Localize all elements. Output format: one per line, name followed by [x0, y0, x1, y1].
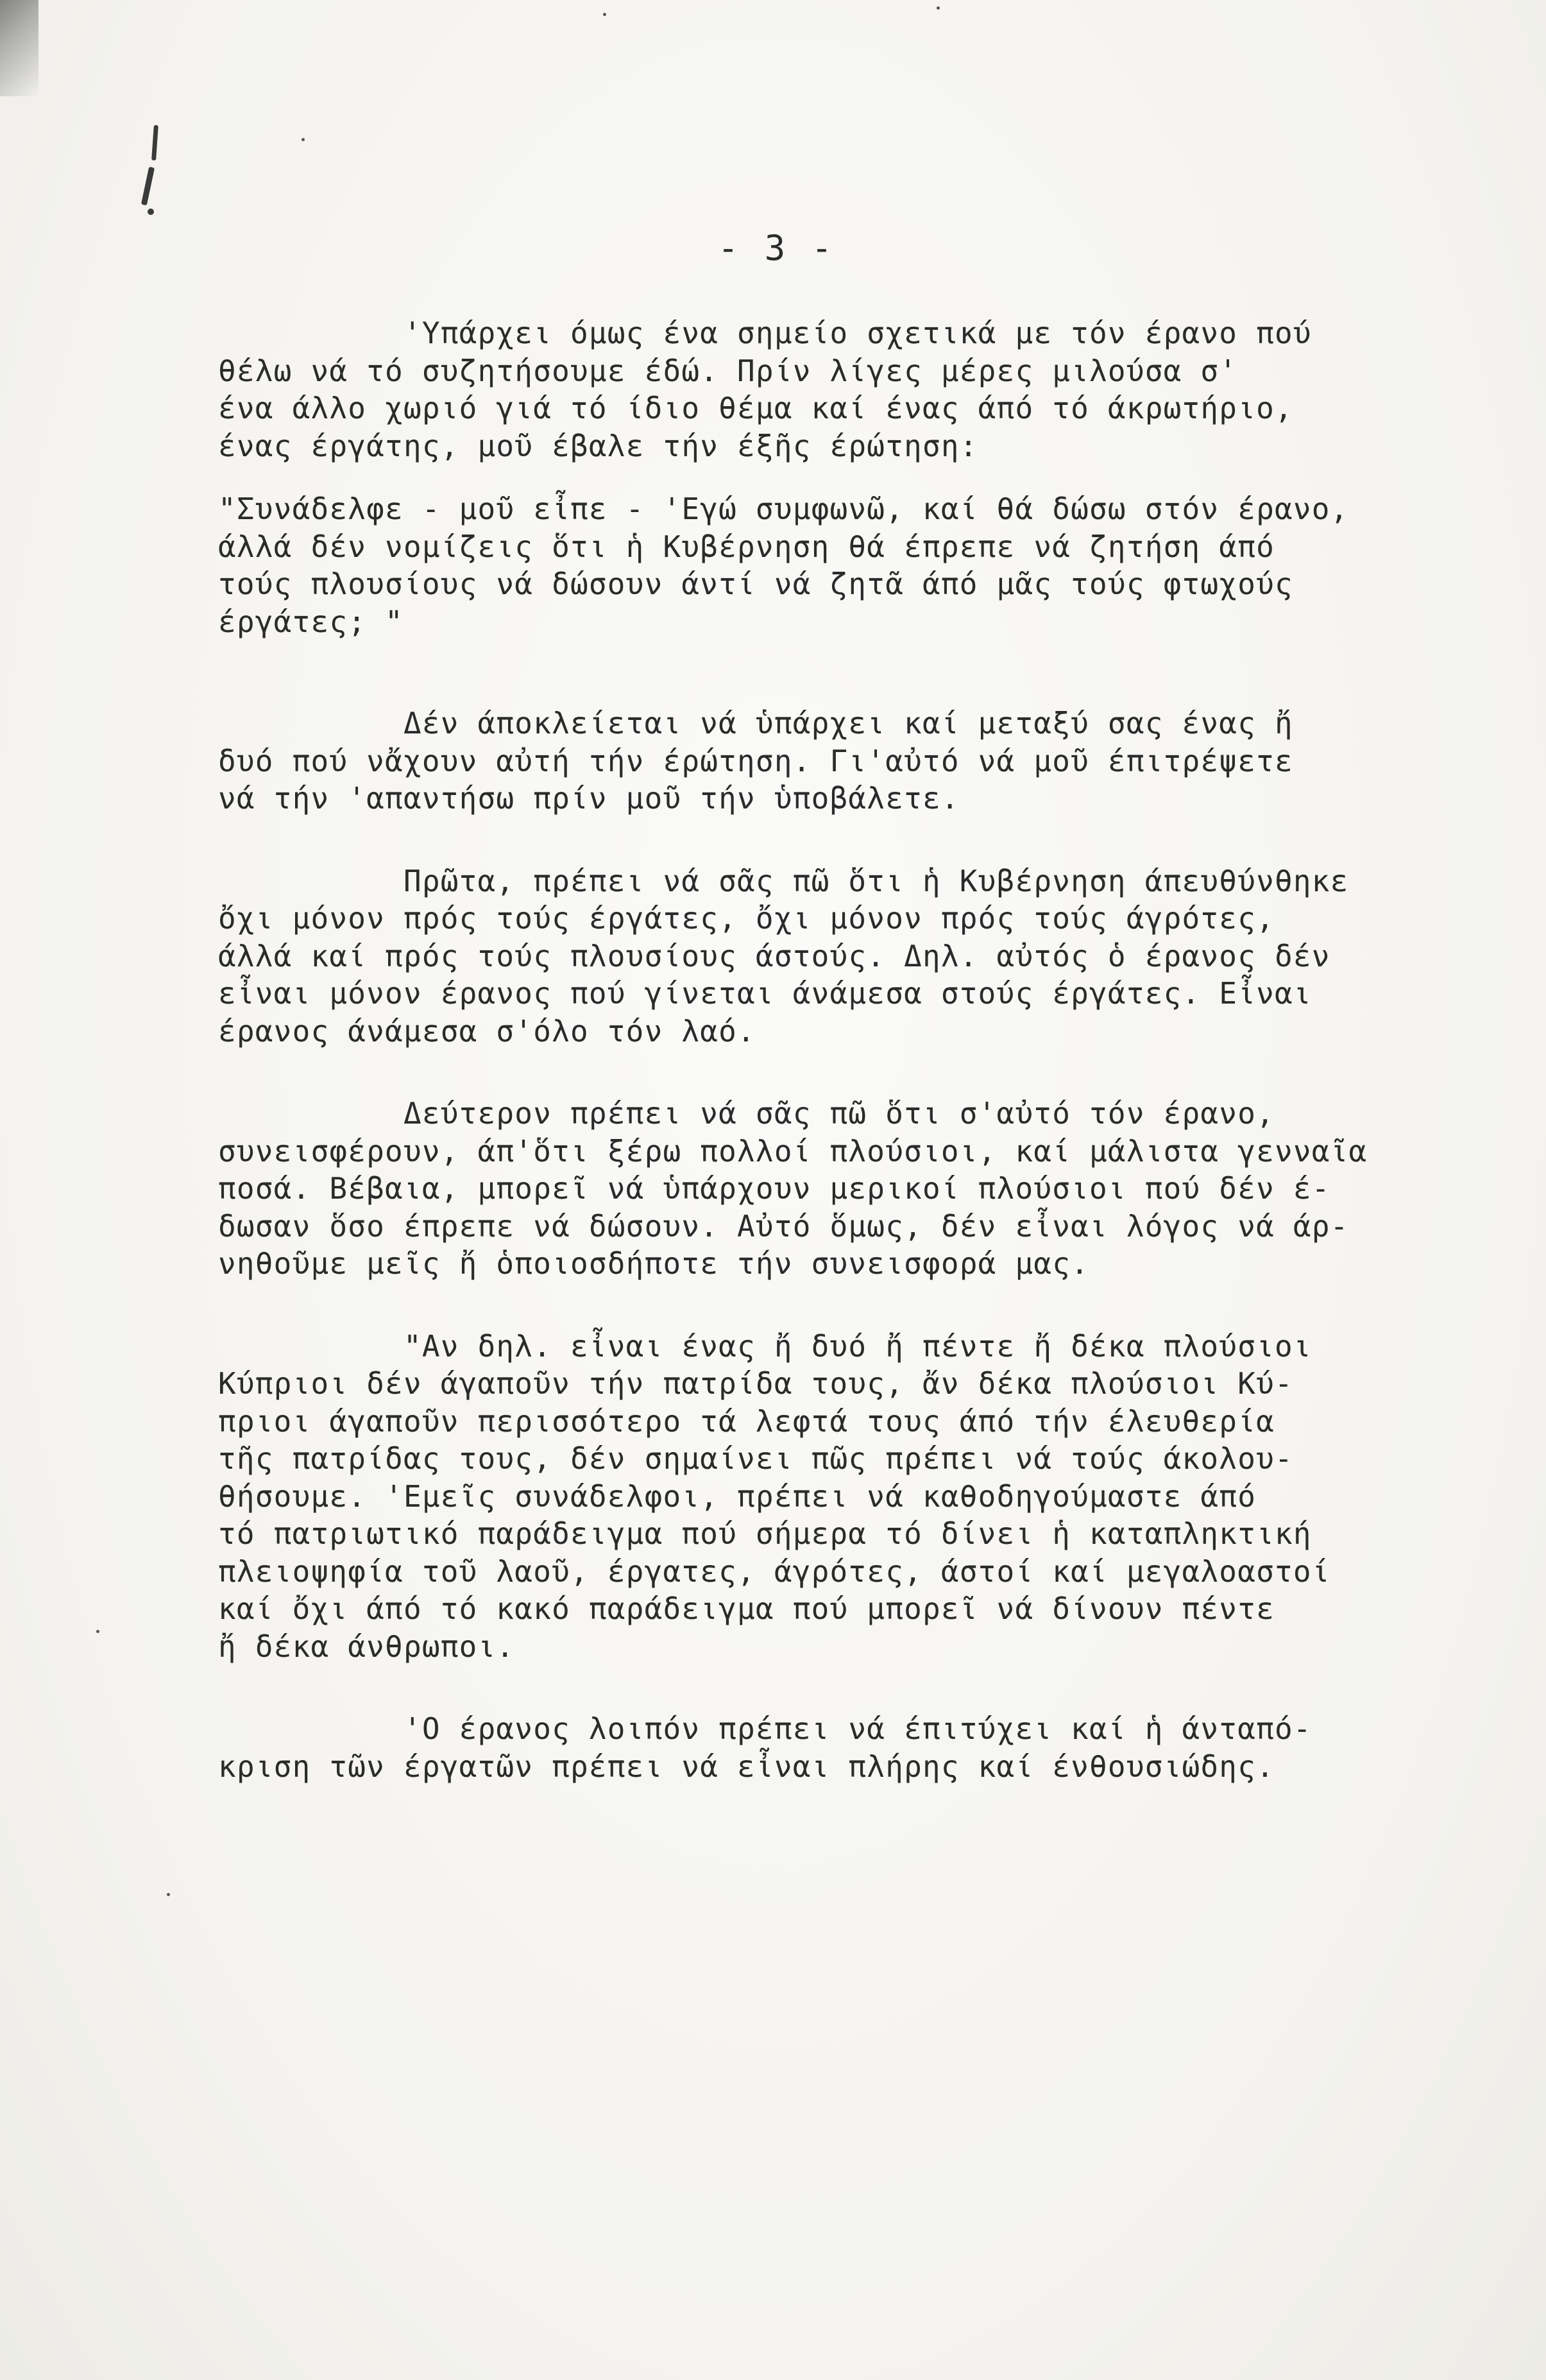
- scan-speck: [167, 1893, 170, 1896]
- text-line: πριοι άγαποῦν περισσότερο τά λεφτά τους άπό τήν έλευθερία: [218, 1403, 1275, 1439]
- text-line: Πρῶτα, πρέπει νά σᾶς πῶ ὅτι ἡ Κυβέρνηση άπευθύνθηκε: [218, 863, 1349, 898]
- text-line: άλλά καί πρός τούς πλουσίους άστούς. Δηλ. αὐτός ὁ έρανος δέν: [218, 938, 1330, 973]
- text-line: "Συνάδελφε - μοῦ εἶπε - 'Εγώ συμφωνῶ, καί θά δώσω στόν έρανο,: [218, 492, 1349, 526]
- scan-speck: [302, 138, 305, 141]
- page-number: - 3 -: [717, 228, 835, 268]
- text-line: τούς πλουσίους νά δώσουν άντί νά ζητᾶ άπό μᾶς τούς φτωχούς: [218, 567, 1293, 601]
- text-line: δωσαν ὅσο έπρεπε νά δώσουν. Αὐτό ὅμως, δέν εἶναι λόγος νά άρ-: [218, 1208, 1349, 1244]
- text-line: τό πατριωτικό παράδειγμα πού σήμερα τό δίνει ἡ καταπληκτική: [218, 1516, 1312, 1551]
- text-line: Δέν άποκλείεται νά ὑπάρχει καί μεταξύ σας ένας ἤ: [218, 706, 1293, 741]
- text-line: Δεύτερον πρέπει νά σᾶς πῶ ὅτι σ'αὐτό τόν έρανο,: [218, 1096, 1275, 1131]
- text-line: συνεισφέρουν, άπ'ὅτι ξέρω πολλοί πλούσιοι, καί μάλιστα γενναῖα: [218, 1133, 1368, 1169]
- text-line: άλλά δέν νομίζεις ὅτι ἡ Κυβέρνηση θά έπρεπε νά ζητήση άπό: [218, 529, 1275, 564]
- text-line: ἤ δέκα άνθρωποι.: [218, 1629, 515, 1664]
- text-line: Κύπριοι δέν άγαποῦν τήν πατρίδα τους, ἄν δέκα πλούσιοι Κύ-: [218, 1366, 1293, 1401]
- text-line: πλειοψηφία τοῦ λαοῦ, έργατες, άγρότες, άστοί καί μεγαλοαστοί: [218, 1554, 1330, 1589]
- scan-speck: [937, 6, 940, 10]
- text-line: 'Ο έρανος λοιπόν πρέπει νά έπιτύχει καί ἡ άνταπό-: [218, 1711, 1312, 1746]
- text-line: εἶναι μόνον έρανος πού γίνεται άνάμεσα στούς έργάτες. Εἶναι: [218, 976, 1312, 1011]
- text-line: νά τήν 'απαντήσω πρίν μοῦ τήν ὑποβάλετε.: [218, 781, 960, 816]
- text-line: ποσά. Βέβαια, μπορεῖ νά ὑπάρχουν μερικοί πλούσιοι πού δέν έ-: [218, 1171, 1330, 1206]
- paragraph: [218, 1095, 1437, 1283]
- paragraph: [218, 314, 1437, 465]
- margin-mark: [141, 167, 155, 206]
- margin-mark: [148, 209, 154, 215]
- text-line: "Αν δηλ. εἶναι ένας ἤ δυό ἤ πέντε ἤ δέκα πλούσιοι: [218, 1328, 1312, 1364]
- text-line: ένας έργάτης, μοῦ έβαλε τήν έξῆς έρώτηση:: [218, 428, 978, 463]
- text-line: έρανος άνάμεσα σ'όλο τόν λαό.: [218, 1013, 756, 1049]
- scan-speck: [603, 13, 606, 16]
- text-line: δυό πού νἄχουν αὐτή τήν έρώτηση. Γι'αὐτό νά μοῦ έπιτρέψετε: [218, 743, 1293, 778]
- text-line: θέλω νά τό συζητήσουμε έδώ. Πρίν λίγες μέρες μιλούσα σ': [218, 353, 1238, 388]
- body-text: [218, 314, 1437, 1830]
- text-line: έργάτες; ": [218, 604, 403, 639]
- text-line: καί ὄχι άπό τό κακό παράδειγμα πού μπορεῖ νά δίνουν πέντε: [218, 1591, 1275, 1626]
- text-line: θήσουμε. 'Εμεῖς συνάδελφοι, πρέπει νά καθοδηγούμαστε άπό: [218, 1478, 1257, 1514]
- scan-speck: [96, 1630, 99, 1633]
- text-line: τῆς πατρίδας τους, δέν σημαίνει πῶς πρέπει νά τούς άκολου-: [218, 1441, 1293, 1476]
- paragraph: [218, 705, 1437, 818]
- text-line: κριση τῶν έργατῶν πρέπει νά εἶναι πλήρης καί ένθουσιώδης.: [218, 1749, 1275, 1784]
- text-line: ὄχι μόνον πρός τούς έργάτες, ὄχι μόνον πρός τούς άγρότες,: [218, 901, 1275, 936]
- paragraph: [218, 1710, 1437, 1785]
- paragraph: [218, 490, 1437, 640]
- text-line: νηθοῦμε μεῖς ἤ ὁποιοσδήποτε τήν συνεισφορά μας.: [218, 1246, 1090, 1281]
- paragraph: [218, 862, 1437, 1050]
- text-line: 'Υπάρχει όμως ένα σημείο σχετικά με τόν έρανο πού: [218, 316, 1312, 350]
- paragraph: [218, 1328, 1437, 1666]
- text-line: ένα άλλο χωριό γιά τό ίδιο θέμα καί ένας άπό τό άκρωτήριο,: [218, 391, 1293, 425]
- scan-corner-smudge: [0, 0, 38, 96]
- margin-mark: [151, 125, 158, 160]
